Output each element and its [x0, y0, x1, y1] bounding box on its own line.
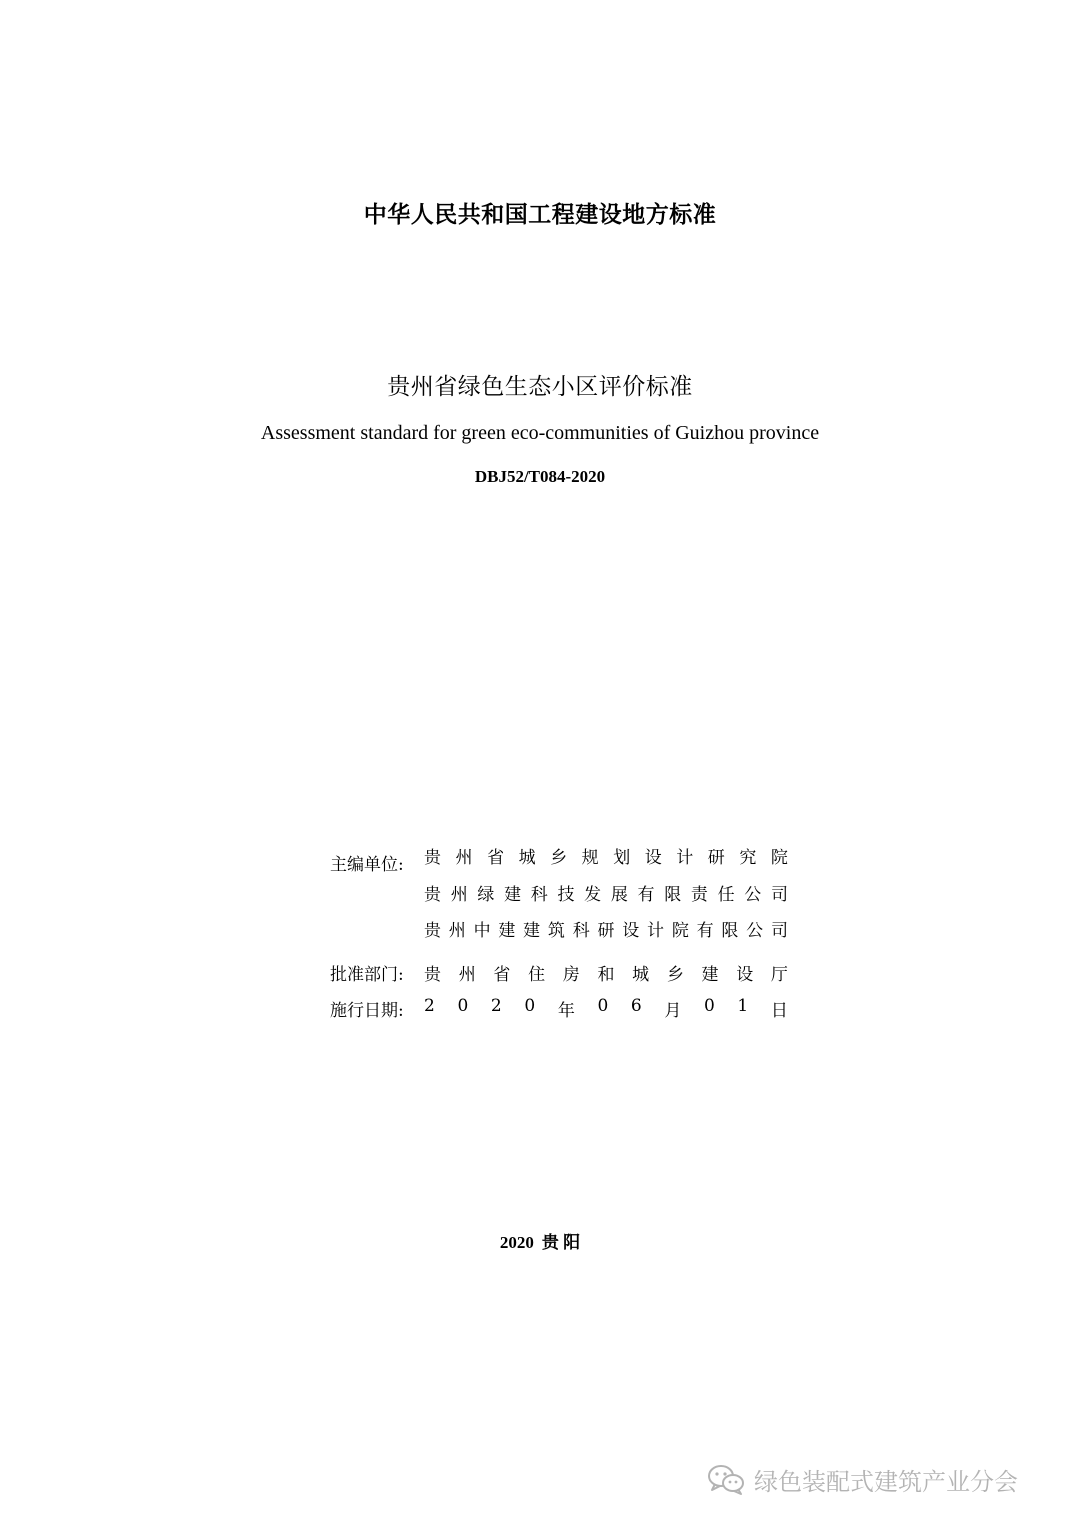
char: 划: [613, 848, 631, 868]
char: 计: [647, 921, 665, 941]
editor-unit-3: [424, 916, 788, 941]
char: 和: [597, 965, 615, 985]
char: 0: [524, 996, 536, 1016]
publish-year: 2020: [499, 1233, 534, 1252]
char: 建: [523, 921, 541, 941]
char: 展: [610, 885, 628, 905]
char: 设: [622, 921, 640, 941]
char: 州: [455, 848, 473, 868]
char: 研: [707, 848, 725, 868]
char: 科: [572, 921, 590, 941]
watermark: [706, 1462, 1018, 1496]
char: 责: [690, 885, 708, 905]
char: 设: [736, 965, 754, 985]
char: 1: [737, 996, 749, 1016]
char: 年: [557, 1001, 575, 1021]
char: 贵: [424, 921, 441, 941]
char: 贵: [424, 885, 441, 905]
approval-label: 批准部门:: [330, 965, 404, 985]
char: 2: [424, 996, 435, 1016]
char: 省: [493, 965, 511, 985]
char: 0: [597, 996, 609, 1016]
approval-dept: [424, 960, 788, 985]
wechat-icon: [706, 1462, 746, 1496]
char: 绿: [477, 885, 495, 905]
char: 院: [770, 848, 788, 868]
char: 院: [671, 921, 689, 941]
watermark-text: 绿色装配式建筑产业分会: [754, 1467, 1018, 1496]
char: 州: [458, 965, 476, 985]
char: 乡: [666, 965, 684, 985]
standard-title-en: Assessment standard for green eco-communities of Guizhou province: [260, 422, 820, 444]
editor-label: 主编单位:: [330, 855, 404, 875]
char: 司: [770, 921, 788, 941]
char: 0: [457, 996, 469, 1016]
char: 研: [597, 921, 615, 941]
standard-code: DBJ52/T084-2020: [474, 467, 606, 486]
char: 公: [746, 921, 764, 941]
char: 任: [717, 885, 735, 905]
standard-title-cn: 贵州省绿色生态小区评价标准: [387, 374, 693, 400]
national-standard-title: 中华人民共和国工程建设地方标准: [363, 201, 717, 228]
char: 房: [562, 965, 580, 985]
char: 有: [696, 921, 714, 941]
char: 州: [450, 885, 468, 905]
char: 设: [644, 848, 662, 868]
char: 城: [518, 848, 536, 868]
publish-line: [0, 1228, 1080, 1253]
char: 发: [584, 885, 602, 905]
char: 2: [490, 996, 502, 1016]
char: 城: [632, 965, 650, 985]
char: 0: [703, 996, 715, 1016]
char: 司: [770, 885, 788, 905]
char: 有: [637, 885, 655, 905]
char: 筑: [547, 921, 565, 941]
char: 6: [630, 996, 642, 1016]
char: 乡: [550, 848, 568, 868]
char: 住: [528, 965, 546, 985]
char: 省: [487, 848, 505, 868]
char: 科: [530, 885, 548, 905]
char: 究: [739, 848, 757, 868]
char: 中: [473, 921, 491, 941]
char: 计: [676, 848, 694, 868]
char: 日: [770, 1001, 788, 1021]
char: 月: [664, 1001, 682, 1021]
char: 州: [448, 921, 466, 941]
effective-date: [424, 996, 788, 1021]
char: 贵: [424, 965, 441, 985]
char: 建: [498, 921, 516, 941]
char: 公: [744, 885, 762, 905]
char: 建: [701, 965, 719, 985]
effective-label: 施行日期:: [330, 1001, 404, 1021]
char: 限: [664, 885, 682, 905]
char: 规: [581, 848, 599, 868]
char: 厅: [770, 965, 788, 985]
char: 限: [721, 921, 739, 941]
publish-city: 贵 阳: [541, 1233, 581, 1252]
char: 贵: [424, 848, 441, 868]
editor-unit-1: [424, 843, 788, 868]
editor-unit-2: [424, 880, 788, 905]
char: 技: [557, 885, 575, 905]
char: 建: [504, 885, 522, 905]
